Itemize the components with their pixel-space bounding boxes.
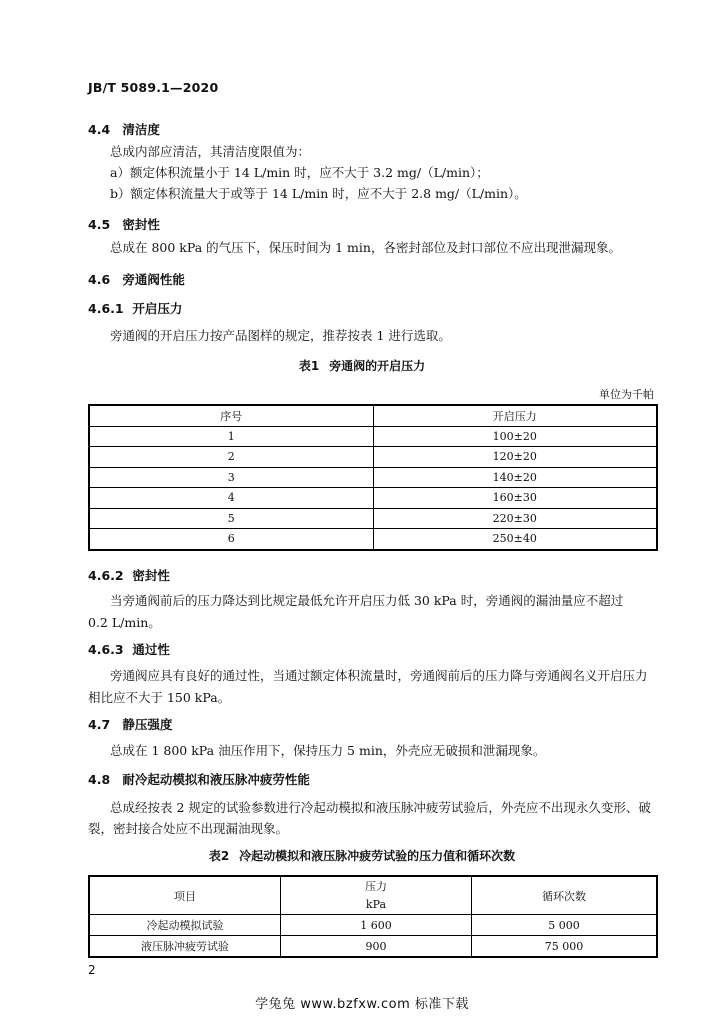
- table-header-row: [89, 876, 657, 915]
- watermark-footer: 学兔兔 www.bzfxw.com 标准下载: [255, 997, 469, 1012]
- section-number: 4.6.2: [88, 568, 124, 583]
- table-cell: 1 600: [281, 915, 472, 936]
- section-4-6-3-line-2: 相比应不大于 150 kPa。: [88, 690, 231, 705]
- table-cell: 冷起动模拟试验: [89, 915, 281, 936]
- table-2-caption-number: 表2: [208, 849, 230, 863]
- table-2: [88, 875, 658, 958]
- table-row: [89, 508, 657, 529]
- standard-code: JB/T 5089.1—2020: [88, 80, 219, 95]
- section-title: 耐冷起动模拟和液压脉冲疲劳性能: [122, 772, 310, 787]
- column-header: 序号: [89, 405, 373, 426]
- section-4-6-2-line-2: 0.2 L/min。: [88, 615, 161, 630]
- page-number: 2: [88, 963, 96, 977]
- section-number: 4.7: [88, 717, 111, 732]
- column-header-pressure: [281, 876, 472, 915]
- section-number: 4.4: [88, 122, 111, 137]
- table-cell: 900: [281, 936, 472, 958]
- table-cell: 1: [89, 426, 373, 447]
- section-title: 清洁度: [122, 122, 160, 137]
- table-cell: 100±20: [373, 426, 657, 447]
- table-row: [89, 467, 657, 488]
- section-4-6-2-heading: [88, 566, 170, 584]
- section-number: 4.5: [88, 217, 111, 232]
- section-4-6-1-text: 旁通阀的开启压力按产品图样的规定，推荐按表 1 进行选取。: [110, 328, 451, 343]
- table-cell: 3: [89, 467, 373, 488]
- section-4-4-item-a: a）额定体积流量小于 14 L/min 时，应不大于 3.2 mg/（L/min）；: [110, 165, 489, 180]
- table-cell: 250±40: [373, 529, 657, 550]
- pressure-label: 压力: [365, 879, 387, 893]
- section-4-6-heading: [88, 270, 185, 288]
- section-title: 密封性: [132, 568, 170, 583]
- table-cell: 120±20: [373, 447, 657, 468]
- column-header: 开启压力: [373, 405, 657, 426]
- section-4-6-1-heading: [88, 299, 182, 317]
- table-2-caption: [0, 847, 724, 864]
- table-cell: 5: [89, 508, 373, 529]
- table-cell: 6: [89, 529, 373, 550]
- table-row: [89, 915, 657, 936]
- table-row: [89, 529, 657, 550]
- section-number: 4.6: [88, 272, 111, 287]
- section-4-8-line-2: 裂，密封接合处应不出现漏油现象。: [88, 821, 289, 836]
- section-4-4-intro: 总成内部应清洁，其清洁度限值为：: [110, 144, 311, 159]
- section-4-7-text: 总成在 1 800 kPa 油压作用下，保持压力 5 min，外壳应无破损和泄漏现象。: [110, 743, 546, 758]
- section-4-8-line-1: 总成经按表 2 规定的试验参数进行冷起动模拟和液压脉冲疲劳试验后，外壳应不出现永久变形、破: [110, 800, 651, 815]
- section-4-5-heading: [88, 215, 160, 233]
- table-row: [89, 426, 657, 447]
- table-1-caption-title: 旁通阀的开启压力: [329, 359, 426, 373]
- section-4-6-3-heading: [88, 640, 170, 658]
- table-cell: 4: [89, 488, 373, 509]
- table-cell: 液压脉冲疲劳试验: [89, 936, 281, 958]
- section-title: 密封性: [122, 217, 160, 232]
- table-row: [89, 936, 657, 958]
- column-header-cycles: 循环次数: [472, 876, 658, 915]
- section-4-6-2-line-1: 当旁通阀前后的压力降达到比规定最低允许开启压力低 30 kPa 时，旁通阀的漏油量应不超过: [110, 593, 624, 608]
- table-1-caption-number: 表1: [298, 359, 320, 373]
- section-4-7-heading: [88, 715, 172, 733]
- table-cell: 160±30: [373, 488, 657, 509]
- section-number: 4.6.3: [88, 642, 124, 657]
- section-4-5-text: 总成在 800 kPa 的气压下，保压时间为 1 min，各密封部位及封口部位不应出现泄漏现象。: [110, 240, 621, 255]
- table-cell: 140±20: [373, 467, 657, 488]
- section-4-4-item-b: b）额定体积流量大于或等于 14 L/min 时，应不大于 2.8 mg/（L/min）。: [110, 186, 527, 201]
- table-cell: 2: [89, 447, 373, 468]
- table-cell: 5 000: [472, 915, 658, 936]
- pressure-unit: kPa: [365, 897, 387, 911]
- section-4-4-heading: [88, 120, 160, 138]
- table-cell: 75 000: [472, 936, 658, 958]
- section-4-6-3-line-1: 旁通阀应具有良好的通过性，当通过额定体积流量时，旁通阀前后的压力降与旁通阀名义开启压力: [110, 668, 648, 683]
- section-number: 4.8: [88, 772, 111, 787]
- section-title: 旁通阀性能: [122, 272, 185, 287]
- section-number: 4.6.1: [88, 301, 124, 316]
- table-cell: 220±30: [373, 508, 657, 529]
- column-header-item: 项目: [89, 876, 281, 915]
- table-1-caption: [0, 357, 724, 374]
- table-row: [89, 447, 657, 468]
- table-row: [89, 488, 657, 509]
- table-header-row: [89, 405, 657, 426]
- table-2-caption-title: 冷起动模拟和液压脉冲疲劳试验的压力值和循环次数: [239, 849, 516, 863]
- section-title: 通过性: [132, 642, 170, 657]
- section-title: 开启压力: [132, 301, 183, 316]
- section-4-8-heading: [88, 770, 310, 788]
- table-1: [88, 404, 658, 551]
- table-1-unit-note: 单位为千帕: [599, 388, 654, 401]
- section-title: 静压强度: [122, 717, 173, 732]
